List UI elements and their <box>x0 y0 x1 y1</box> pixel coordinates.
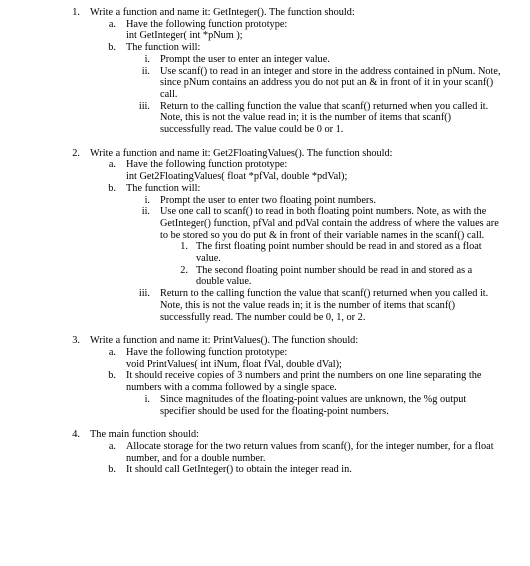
list-item-text: Return to the calling function the value that scanf() returned when you called it. Note, this is not the value read in; it is the number of items that scanf() successfully read. The value could be 0 or 1. <box>160 100 489 136</box>
sub-item-text: The function will: <box>126 42 201 54</box>
sub-item-text: Have the following function prototype: <box>126 159 288 171</box>
nested-list-text: The second floating point number should be read in and stored as a double value. <box>196 264 473 288</box>
sub-item-marker: b. <box>108 370 116 382</box>
sub-item-text: It should receive copies of 3 numbers and print the numbers on one line separating the numbers with a comma followed by a single space. <box>126 370 482 394</box>
sub-item-a <box>0 347 530 359</box>
list-item-text: Prompt the user to enter an integer value. <box>160 53 330 65</box>
sub-item-text: The function will: <box>126 182 201 194</box>
task-heading <box>0 429 530 441</box>
function-prototype: void PrintValues( int iNum, float fVal, double dVal); <box>126 358 342 370</box>
task-heading <box>0 335 530 347</box>
task-text: The main function should: <box>90 429 199 441</box>
sub-item-b <box>0 183 530 195</box>
sub-item-text: Allocate storage for the two return values from scanf(), for the integer number, for a float number, and for a double number. <box>126 440 494 464</box>
function-prototype: int GetInteger( int *pNum ); <box>126 30 243 42</box>
task-4 <box>0 429 530 476</box>
sub-item-text: It should call GetInteger() to obtain the integer read in. <box>126 464 352 476</box>
task-number: 4. <box>72 429 80 441</box>
task-number: 3. <box>72 335 80 347</box>
sub-item-text: Have the following function prototype: <box>126 18 288 30</box>
sub-item-a <box>0 441 530 464</box>
sub-item-marker: a. <box>108 346 116 358</box>
sub-item-marker: b. <box>108 182 116 194</box>
list-item-text: Use scanf() to read in an integer and store in the address contained in pNum. Note, since pNum contains an address you do not put an & in front of it in your scanf() call. <box>160 65 501 100</box>
task-1 <box>0 7 530 136</box>
list-item <box>0 101 530 136</box>
sub-item-marker: b. <box>108 42 116 54</box>
nested-list-text: The first floating point number should be read in and stored as a float value. <box>196 241 482 265</box>
list-item-marker: iii. <box>138 288 150 300</box>
list-item-text: Use one call to scanf() to read in both floating point numbers. Note, as with the GetInteger() function, pfVal and pdVal contain the address of where the values are to be stored so you do put & in front of their variable names in the scanf() call. <box>160 206 499 241</box>
sub-item-marker: b. <box>108 464 116 476</box>
list-item-text: Return to the calling function the value that scanf() returned when you called it. Note, this is not the value reads in; it is the number of items that scanf() successfully read. The number could be 0, 1, or 2. <box>160 288 489 323</box>
task-3 <box>0 335 530 417</box>
list-item-marker: ii. <box>141 65 150 77</box>
list-item <box>0 206 530 241</box>
nested-list-marker: 1. <box>180 241 188 253</box>
sub-item-b <box>0 370 530 393</box>
list-item-marker: i. <box>144 194 150 206</box>
task-2 <box>0 148 530 324</box>
list-item <box>0 288 530 323</box>
sub-item-b <box>0 464 530 476</box>
task-text: Write a function and name it: GetInteger(). The function should: <box>90 7 355 18</box>
nested-list-item <box>0 241 530 264</box>
task-heading <box>0 7 530 19</box>
list-item <box>0 66 530 101</box>
task-text: Write a function and name it: Get2FloatingValues(). The function should: <box>90 147 393 159</box>
list-item-marker: ii. <box>141 206 150 218</box>
sub-item-text: Have the following function prototype: <box>126 346 288 358</box>
task-heading <box>0 148 530 160</box>
list-item <box>0 394 530 417</box>
list-item-marker: i. <box>144 53 150 65</box>
nested-list-marker: 2. <box>180 264 188 276</box>
sub-item-b <box>0 42 530 54</box>
function-prototype: int Get2FloatingValues( float *pfVal, double *pdVal); <box>126 171 348 183</box>
sub-item-marker: a. <box>108 18 116 30</box>
list-item-marker: i. <box>144 393 150 405</box>
sub-item-a <box>0 19 530 31</box>
sub-item-a <box>0 159 530 171</box>
list-item-marker: iii. <box>138 100 150 112</box>
list-item <box>0 54 530 66</box>
list-item-text: Prompt the user to enter two floating point numbers. <box>160 194 376 206</box>
sub-item-marker: a. <box>108 440 116 452</box>
task-number: 2. <box>72 147 80 159</box>
task-text: Write a function and name it: PrintValues(). The function should: <box>90 335 359 347</box>
list-item <box>0 195 530 207</box>
nested-list-item <box>0 265 530 288</box>
task-number: 1. <box>72 7 80 18</box>
list-item-text: Since magnitudes of the floating-point values are unknown, the %g output specifier should be used for the floating-point numbers. <box>160 393 467 417</box>
sub-item-marker: a. <box>108 159 116 171</box>
